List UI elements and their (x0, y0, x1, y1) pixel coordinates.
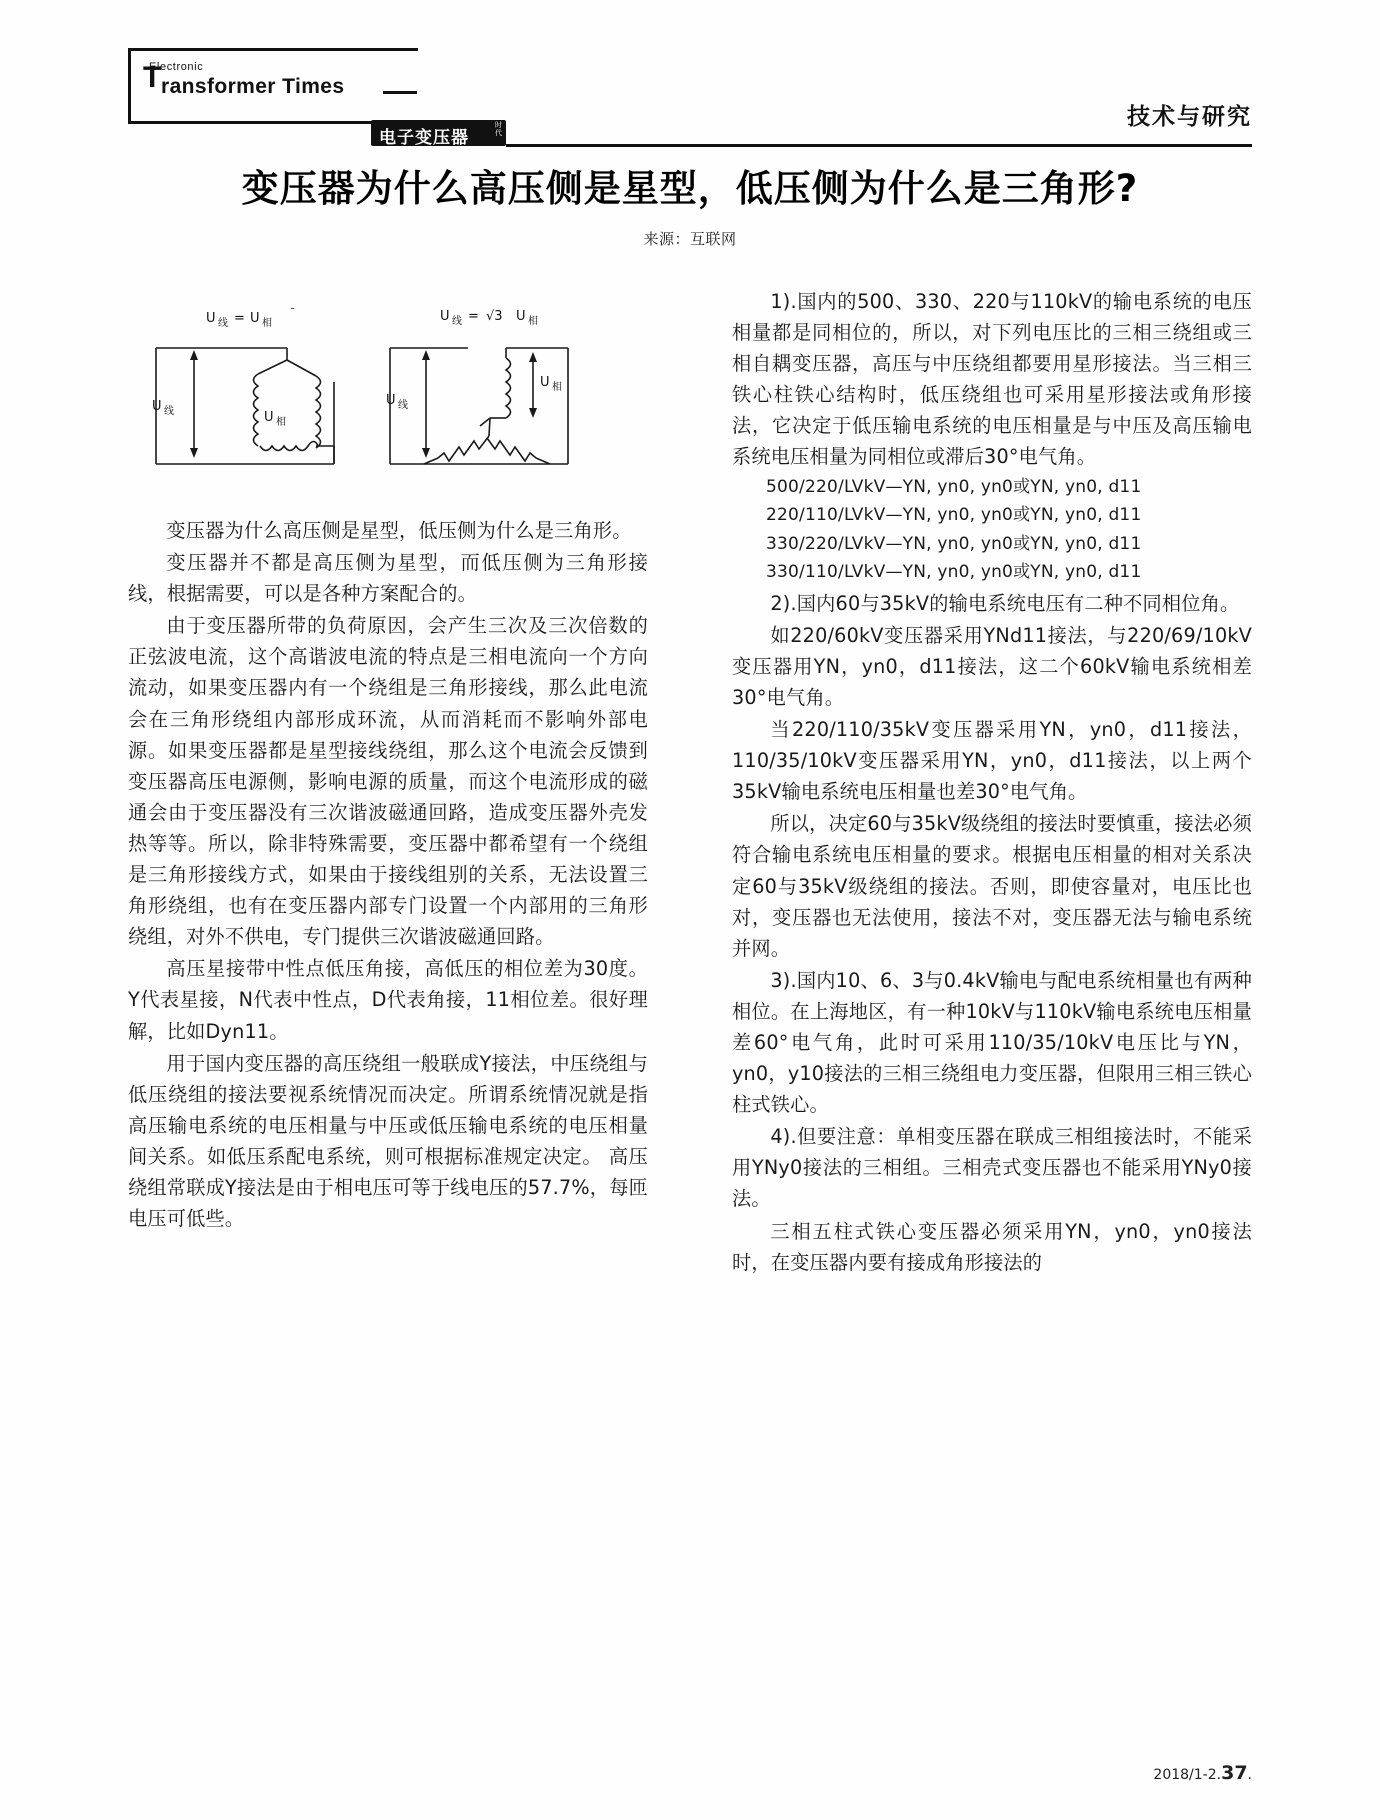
winding-connection-diagram (138, 286, 588, 501)
svg-text:相: 相 (262, 318, 272, 329)
page-header (128, 48, 1252, 148)
paragraph: 3).国内10、6、3与0.4kV输电与配电系统相量也有两种相位。在上海地区，有一种10kV与110kV输电系统电压相量差60°电气角，此时可采用110/35/10kV电压比与YN，yn0，y10接法的三相三绕组电力变压器，但限用三相三铁心柱式铁心。 (732, 968, 1252, 1117)
svg-text:=: = (234, 311, 245, 326)
paragraph: 当220/110/35kV变压器采用YN，yn0，d11接法，110/35/10kV变压器采用YN，yn0，d11接法，以上两个35kV输电系统电压相量也差30°电气角。 (732, 718, 1252, 804)
masthead-logo-title: ransformer Times (161, 75, 345, 98)
svg-text:=: = (468, 309, 479, 324)
article-title: 变压器为什么高压侧是星型，低压侧为什么是三角形? (241, 167, 1139, 210)
paragraph: 1).国内的500、330、220与110kV的输电系统的电压相量都是同相位的，所以，对下列电压比的三相三绕组或三相自耦变压器，高压与中压绕组都要用星形接法。当三相三铁心柱铁心结构时，低压绕组也可采用星形接法或角形接法，它决定于低压输电系统的电压相量是与中压及高压输电系统电压相量为同相位或滞后30°电气角。 (732, 290, 1252, 469)
page-footer (1153, 1762, 1252, 1784)
svg-text:线: 线 (452, 316, 462, 327)
connection-code-line: 330/220/LVkV—YN, yn0, yn0或YN, yn0, d11 (766, 533, 1142, 554)
svg-text:线: 线 (398, 400, 408, 411)
svg-text:U: U (206, 311, 216, 326)
paragraph: 高压星接带中性点低压角接，高低压的相位差为30度。Y代表星接，N代表中性点，D代表角接，11相位差。很好理解，比如Dyn11。 (128, 957, 648, 1043)
masthead-logo-cn (371, 120, 506, 146)
svg-text:相: 相 (276, 417, 286, 428)
masthead-logo (128, 48, 418, 124)
header-divider (506, 144, 1252, 147)
paragraph: 变压器并不都是高压侧为星型，而低压侧为三角形接线，根据需要，可以是各种方案配合的。 (128, 551, 648, 606)
svg-text:U: U (516, 309, 526, 324)
svg-text:√3: √3 (486, 309, 503, 324)
issue-label: 2018/1-2. (1153, 1767, 1222, 1783)
paragraph: 变压器为什么高压侧是星型，低压侧为什么是三角形。 (166, 519, 632, 542)
svg-text:相: 相 (528, 316, 538, 327)
svg-text:U: U (152, 399, 162, 414)
masthead-logo-initial: T (143, 61, 162, 94)
svg-text:U: U (540, 375, 550, 390)
connection-code-line: 220/110/LVkV—YN, yn0, yn0或YN, yn0, d11 (766, 505, 1142, 526)
paragraph: 三相五柱式铁心变压器必须采用YN，yn0，yn0接法时，在变压器内要有接成角形接法的 (732, 1219, 1252, 1274)
svg-text:U: U (250, 311, 260, 326)
masthead-logo-dash (383, 91, 417, 94)
left-column (128, 286, 648, 1235)
masthead-logo-sub: Electronic (149, 61, 204, 73)
svg-text:相: 相 (552, 382, 562, 393)
right-column (732, 286, 1252, 1279)
paragraph: 用于国内变压器的高压绕组一般联成Y接法，中压绕组与低压绕组的接法要视系统情况而决定。所谓系统情况就是指高压输电系统的电压相量与中压或低压输电系统的电压相量间关系。如低压系配电系统，则可根据标准规定决定。 高压绕组常联成Y接法是由于相电压可等于线电压的57.7%，每匝电压可低些。 (128, 1051, 648, 1231)
connection-code-line: 500/220/LVkV—YN, yn0, yn0或YN, yn0, d11 (766, 476, 1142, 497)
svg-text:U: U (264, 410, 274, 425)
paragraph: 如220/60kV变压器采用YNd11接法，与220/69/10kV变压器用YN，yn0，d11接法，这二个60kV输电系统相差30°电气角。 (732, 623, 1252, 709)
svg-text:U: U (440, 309, 450, 324)
svg-text:线: 线 (218, 318, 228, 329)
article-byline: 来源：互联网 (643, 230, 737, 248)
paragraph: 由于变压器所带的负荷原因，会产生三次及三次倍数的正弦波电流，这个高谐波电流的特点是三相电流向一个方向流动，如果变压器内有一个绕组是三角形接线，那么此电流会在三角形绕组内部形成环流，从而消耗而不影响外部电源。如果变压器都是星型接线绕组，那么这个电流会反馈到变压器高压电源侧，影响电源的质量，而这个电流形成的磁通会由于变压器没有三次谐波磁通回路，造成变压器外壳发热等等。所以，除非特殊需要，变压器中都希望有一个绕组是三角形接线方式，如果由于接线组别的关系，无法设置三角形绕组，也有在变压器内部专门设置一个内部用的三角形绕组，对外不供电，专门提供三次谐波磁通回路。 (128, 614, 648, 949)
svg-text:线: 线 (164, 406, 174, 417)
footer-dot: . (1247, 1767, 1252, 1783)
svg-text:U: U (386, 393, 396, 408)
masthead-logo-cn-sup: 时 代 (495, 121, 502, 137)
paragraph: 4).但要注意：单相变压器在联成三相组接法时，不能采用YNy0接法的三相组。三相壳式变压器也不能采用YNy0接法。 (732, 1125, 1252, 1211)
page-number: 37 (1221, 1762, 1248, 1784)
connection-code-line: 330/110/LVkV—YN, yn0, yn0或YN, yn0, d11 (766, 562, 1142, 583)
paragraph: 所以，决定60与35kV级绕组的接法时要慎重，接法必须符合输电系统电压相量的要求。根据电压相量的相对关系决定60与35kV级绕组的接法。否则，即使容量对，电压比也对，变压器也无法使用，接法不对，变压器无法与输电系统并网。 (732, 812, 1252, 960)
header-section-label: 技术与研究 (1127, 104, 1252, 130)
masthead-logo-cn-text: 电子变压器 (379, 128, 469, 148)
paragraph: 2).国内60与35kV的输电系统电压有二种不同相位角。 (770, 591, 1240, 615)
svg-text:¯: ¯ (290, 306, 296, 319)
